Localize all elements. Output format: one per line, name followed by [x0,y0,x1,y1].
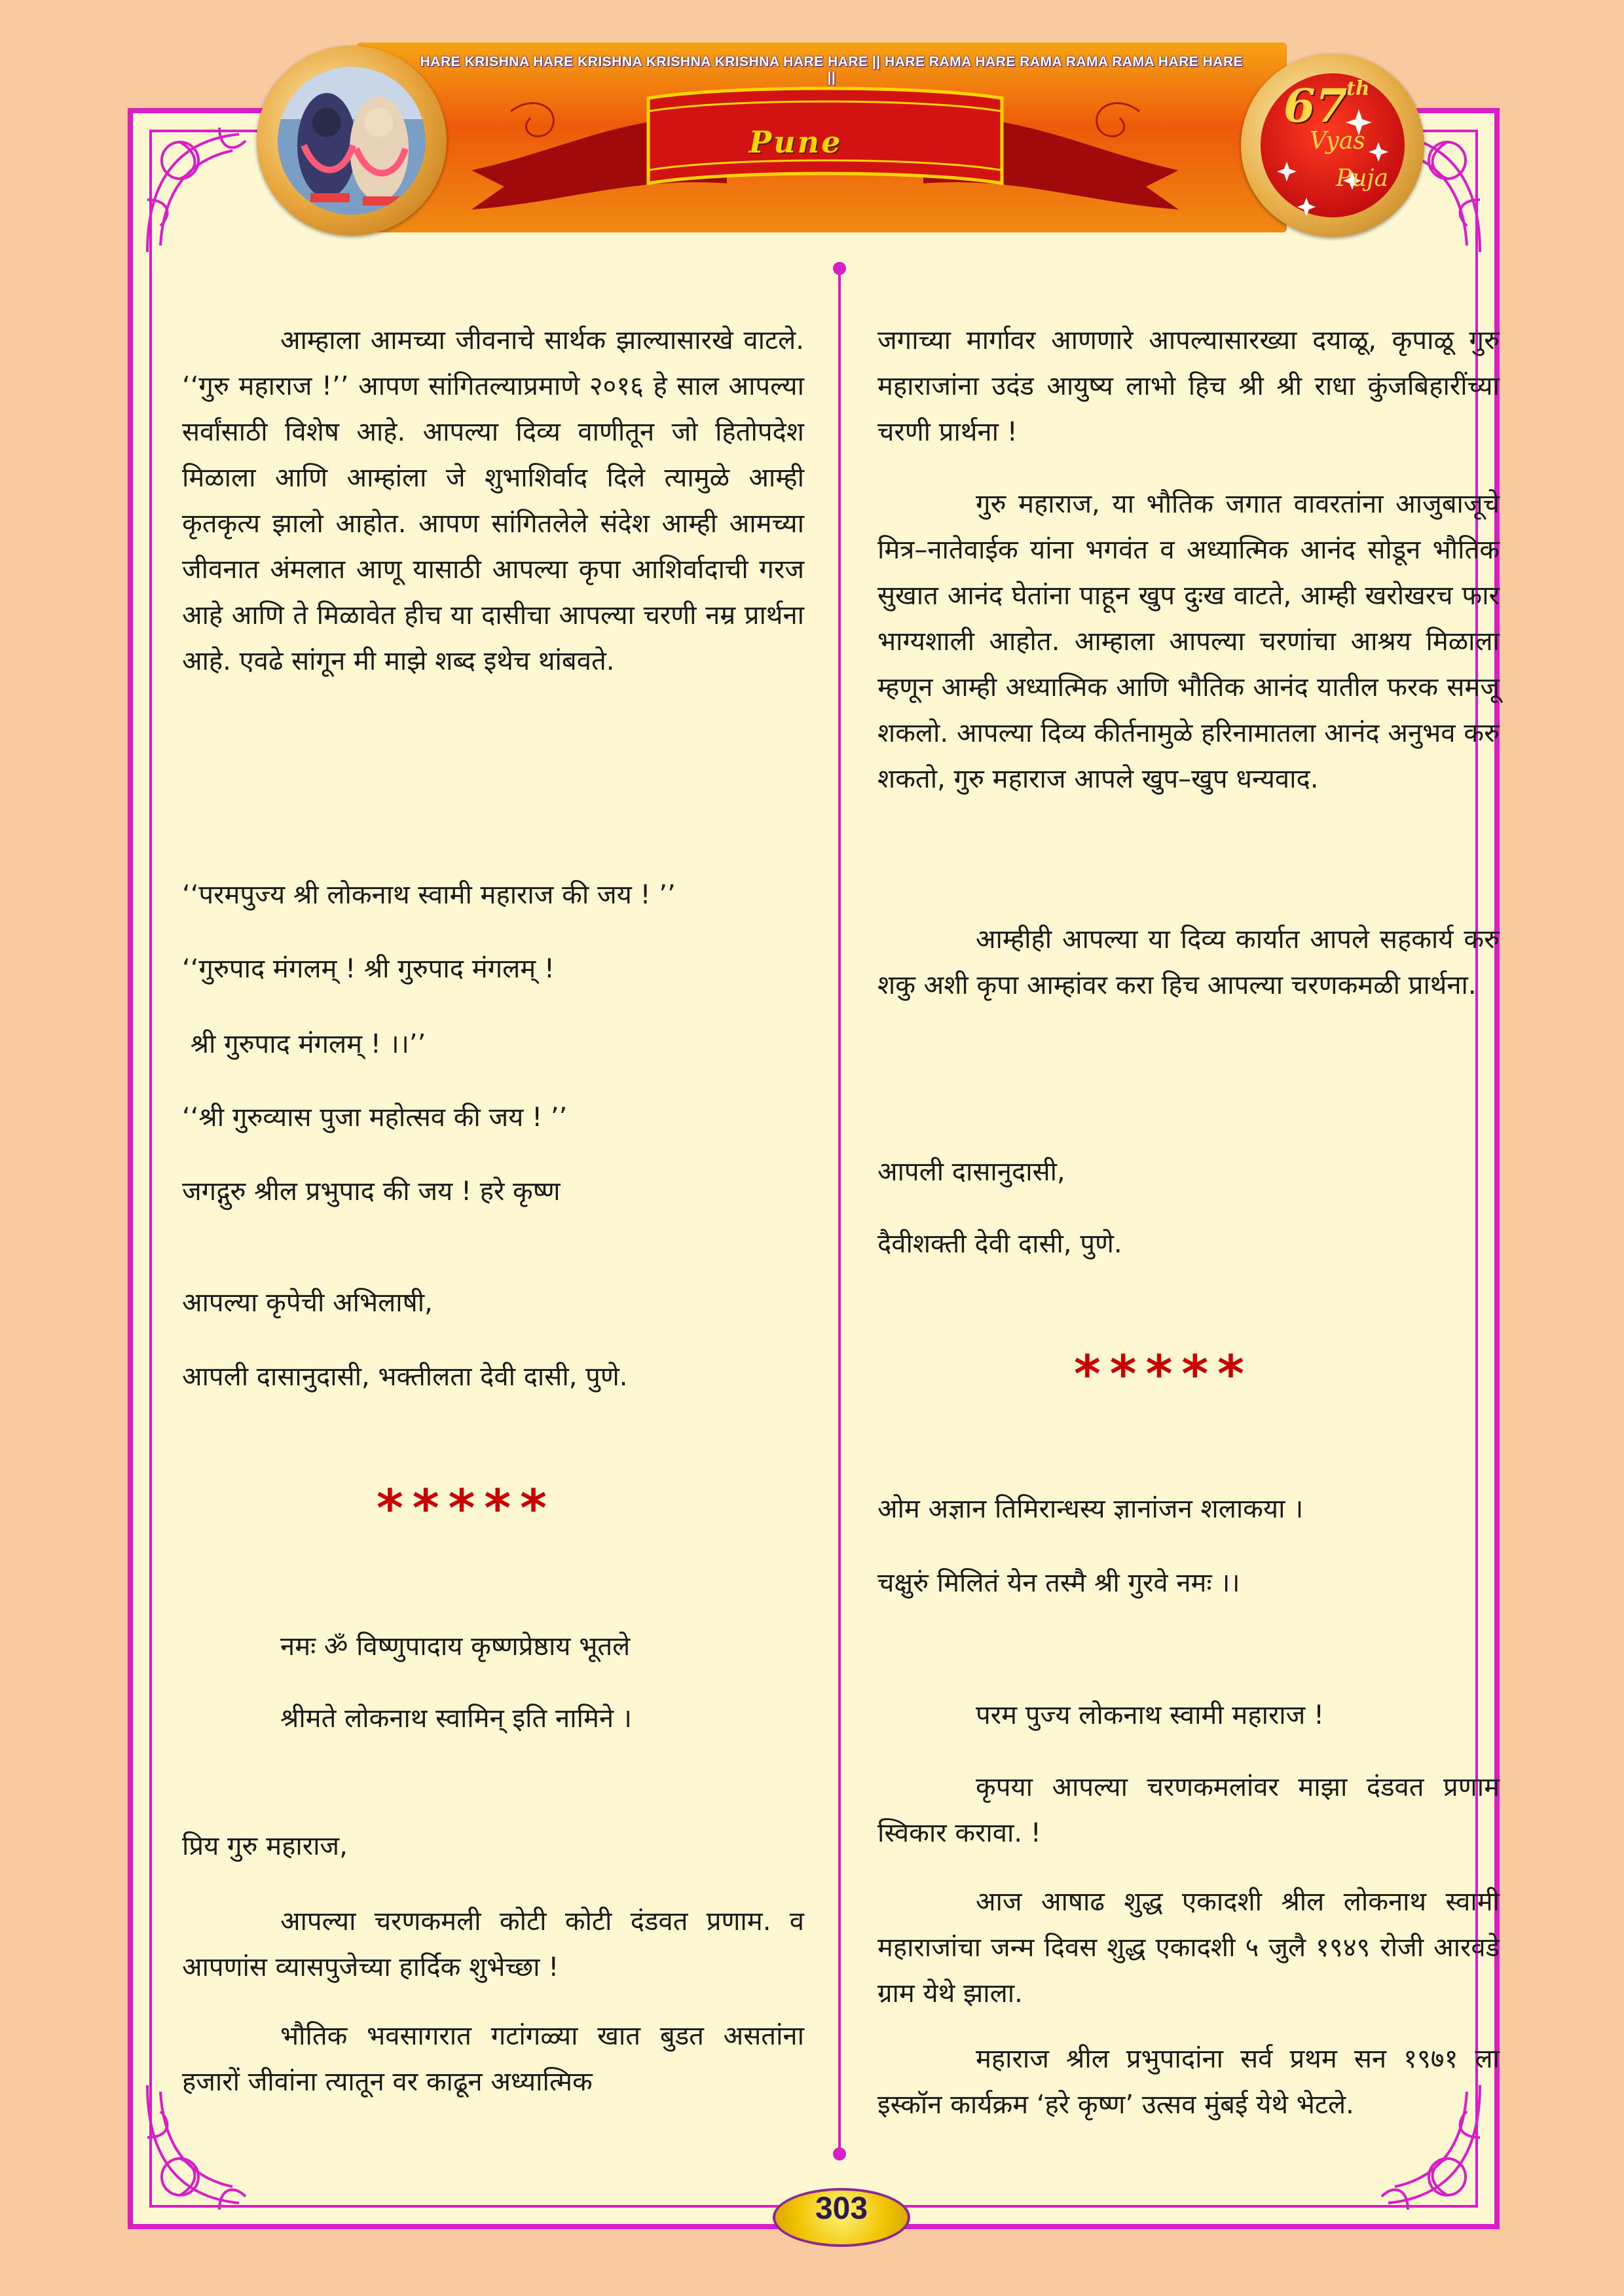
left-jay-1: ‘‘परमपुज्य श्री लोकनाथ स्वामी महाराज की जय ! ’’ [182,880,676,910]
right-paragraph-1: जगाच्या मार्गावर आणणारे आपल्यासारख्या दयाळू, कृपाळू गुरु महाराजांना उदंड आयुष्य लाभो हिच श्री श्री राधा कुंजबिहारींच्या चरणी प्रार्थना ! [877,325,1500,447]
right-star-separator: ***** [1074,1345,1253,1404]
left-jay-4: ‘‘श्री गुरुव्यास पुजा महोत्सव की जय ! ’’ [182,1102,568,1133]
right-signoff-2: दैवीशक्ती देवी दासी, पुणे. [877,1229,1122,1259]
left-paragraph-1: आम्हाला आमच्या जीवनाचे सार्थक झाल्यासारखे वाटले. ‘‘गुरु महाराज !’’ आपण सांगितल्याप्रमाणे २०१६ हे साल आपल्या सर्वांसाठी विशेष आहे. आपल्या दिव्य वाणीतून जो हितोपदेश मिळाला आणि आम्हांला जे शुभाशिर्वाद दिले त्यामुळे आम्ही कृतकृत्य झालो आहोत. आपण सांगितलेले संदेश आम्ही आमच्या जीवनात अंमलात आणू यासाठी आपल्या कृपा आशिर्वादाची गरज आहे आणि ते मिळावेत हीच या दासीचा आपल्या चरणी नम्र प्रार्थना आहे. एवढे सांगून मी माझे शब्द इथेच थांबवते. [182,325,804,676]
right-paragraph-4: कृपया आपल्या चरणकमलांवर माझा दंडवत प्रणाम स्विकार करावा. ! [877,1772,1500,1848]
divider-dot-top [833,262,846,275]
medal-line2: Puja [1336,165,1389,192]
right-heading: परम पुज्य लोकनाथ स्वामी महाराज ! [976,1700,1325,1730]
left-star-separator: ***** [377,1480,556,1539]
left-paragraph-2: आपल्या चरणकमली कोटी कोटी दंडवत प्रणाम. व आपणांस व्यासपुजेच्या हार्दिक शुभेच्छा ! [182,1906,804,1982]
left-mantra-2: श्रीमते लोकनाथ स्वामिन् इति नामिने । [280,1704,632,1734]
medal-line1: Vyas [1310,128,1365,155]
left-salutation: प्रिय गुरु महाराज, [182,1831,348,1861]
deity-portrait-icon [278,67,426,215]
left-paragraph-3: भौतिक भवसागरात गटांगळ्या खात बुडत असतांना हजारों जीवांना त्यातून वर काढून अध्यात्मिक [182,2021,804,2097]
right-mantra-2: चक्षुरुं मिलितं येन तस्मै श्री गुरवे नमः ।। [877,1568,1240,1598]
left-jay-3: श्री गुरुपाद मंगलम् ! ।।’’ [182,1029,426,1059]
right-paragraph-2: गुरु महाराज, या भौतिक जगात वावरतांना आजुबाजूचे मित्र–नातेवाईक यांना भगवंत व अध्यात्मिक आनंद सोडून भौतिक सुखात आनंद घेतांना पाहून खुप दुःख वाटते, आम्ही खरोखरच फार भाग्यशाली आहोत. आम्हाला आपल्या चरणांचा आश्रय मिळाला म्हणून आम्ही अध्यात्मिक आणि भौतिक आनंद यातील फरक समजू शकलो. आपल्या दिव्य कीर्तनामुळे हरिनामातला आनंद अनुभव करु शकतो, गुरु महाराज आपले खुप–खुप धन्यवाद. [877,489,1500,794]
left-mantra-1: नमः ॐ विष्णुपादाय कृष्णप्रेष्ठाय भूतले [280,1631,631,1662]
right-paragraph-5: आज आषाढ शुद्ध एकादशी श्रील लोकनाथ स्वामी महाराजांचा जन्म दिवस शुद्ध एकादशी ५ जुलै १९४९ रोजी आरवडे ग्राम येथे झाला. [877,1887,1500,2009]
left-jay-2: ‘‘गुरुपाद मंगलम् ! श्री गुरुपाद मंगलम् ! [182,954,555,984]
right-paragraph-3: आम्हीही आपल्या या दिव्य कार्यात आपले सहकार्य करु शकु अशी कृपा आम्हांवर करा हिच आपल्या चरणकमळी प्रार्थना. [877,924,1500,1000]
column-divider [838,268,841,2154]
header-title: Pune [748,124,843,160]
medal-suffix: th [1346,77,1370,100]
left-signoff-1: आपल्या कृपेची अभिलाषी, [182,1288,433,1318]
right-paragraph-6: महाराज श्रील प्रभुपादांना सर्व प्रथम सन १९७१ ला इस्कॉन कार्यक्रम ‘हरे कृष्ण’ उत्सव मुंबई येथे भेटले. [877,2044,1500,2120]
page-number: 303 [773,2188,910,2247]
divider-dot-bottom [833,2147,846,2160]
left-jay-5: जगद्गुरु श्रील प्रभुपाद की जय ! हरे कृष्ण [182,1176,561,1207]
right-signoff-1: आपली दासानुदासी, [877,1157,1065,1187]
header-chant: HARE KRISHNA HARE KRISHNA KRISHNA KRISHNA HARE HARE || HARE RAMA HARE RAMA RAMA RAMA HARE HARE || [420,54,1244,85]
medal-number: 67 [1283,79,1348,133]
right-mantra-1: ओम अज्ञान तिमिरान्धस्य ज्ञानांजन शलाकया । [877,1494,1304,1524]
left-signoff-2: आपली दासानुदासी, भक्तीलता देवी दासी, पुणे. [182,1362,628,1392]
